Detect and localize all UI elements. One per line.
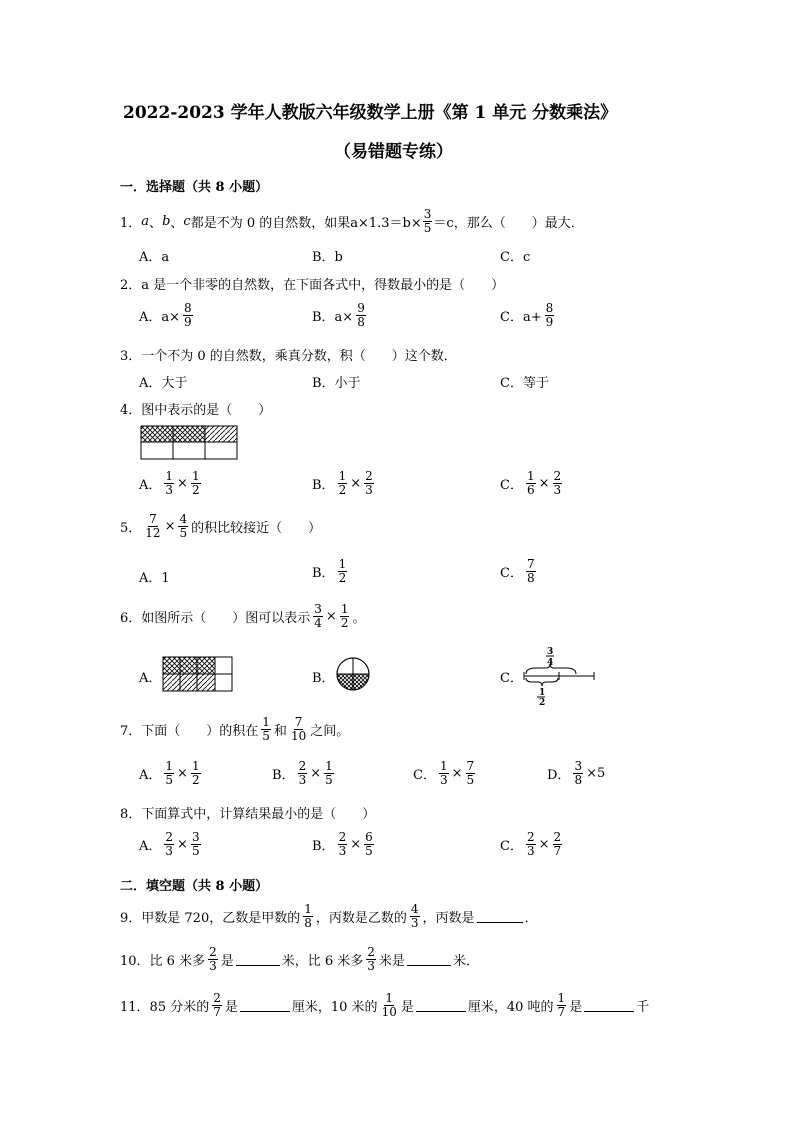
question-5: 5． $\frac{7}{12}$ × $\frac{4}{5}$ 的积比较接近（ ） <box>120 512 322 540</box>
question-2: 2．a 是一个非零的自然数，在下面各式中，得数最小的是（ ） <box>120 278 505 293</box>
q6-option-a-label: A． <box>139 671 162 686</box>
question-7: 7．下面（ ）的积在 $\frac{1}{5}$ 和 $\frac{7}{10}$ 之间。 <box>120 715 350 743</box>
q11-answer-blank-1[interactable] <box>240 999 290 1012</box>
q2-option-c: C．a+ $\frac{8}{9}$ <box>500 301 554 329</box>
q6-c-top-denominator: 4 <box>547 658 554 668</box>
page-title: 2022-2023 学年人教版六年级数学上册《第 1 单元 分数乘法》 <box>123 103 618 123</box>
q1-var-a: a <box>141 214 150 229</box>
q6-c-bottom-numerator: 1 <box>539 688 546 698</box>
question-10: 10．比 6 米多 $\frac{2}{3}$ 是 米，比 6 米多 $\frac{2}{3}$ 米是 米． <box>120 945 479 973</box>
q3-option-b: B．小于 <box>312 376 361 391</box>
q5-option-a: A．1 <box>139 571 170 586</box>
question-3: 3．一个不为 0 的自然数，乘真分数，积（ ）这个数． <box>120 349 457 364</box>
q8-option-c: C． $\frac{2}{3}$ × $\frac{2}{7}$ <box>500 830 562 858</box>
q9-answer-blank[interactable] <box>477 910 523 923</box>
question-4: 4．图中表示的是（ ） <box>120 403 272 418</box>
question-9: 9．甲数是 720，乙数是甲数的 $\frac{1}{8}$ ，丙数是乙数的 $\frac{4}{3}$ ，丙数是 ． <box>120 902 538 930</box>
question-1 <box>120 208 584 235</box>
q4-figure <box>140 425 238 460</box>
q1-option-c: C．c <box>500 250 531 265</box>
q11-answer-blank-2[interactable] <box>416 999 466 1012</box>
q8-option-a: A． $\frac{2}{3}$ × $\frac{3}{5}$ <box>139 830 200 858</box>
q10-answer-blank-1[interactable] <box>236 953 280 966</box>
q1-var-c: c <box>183 214 191 229</box>
q1-num: 1． <box>120 216 142 231</box>
q1-var-b: b <box>162 214 171 229</box>
q7-option-b: B． $\frac{2}{3}$ × $\frac{1}{5}$ <box>272 759 333 787</box>
q7-option-c: C． $\frac{1}{3}$ × $\frac{7}{5}$ <box>413 759 475 787</box>
q7-option-d: D． $\frac{3}{8}$ ×5 <box>547 759 606 787</box>
q4-option-a: A． $\frac{1}{3}$ × $\frac{1}{2}$ <box>139 469 200 497</box>
q2-option-b: B．a× $\frac{9}{8}$ <box>312 301 365 329</box>
q6-figure-b <box>335 656 371 692</box>
q1-expr-tail: ＝c，那么（ ）最大． <box>433 216 584 231</box>
q6-figure-a <box>162 656 234 692</box>
q6-figure-c <box>522 644 598 706</box>
q1-option-b: B．b <box>312 250 343 265</box>
q7-option-a: A． $\frac{1}{5}$ × $\frac{1}{2}$ <box>139 759 200 787</box>
q1-sep: 、 <box>170 216 184 231</box>
question-11: 11．85 分米的 $\frac{2}{7}$ 是 厘米，10 米的 $\frac{1}{10}$ 是 厘米，40 吨的 $\frac{1}{7}$ 是 千 <box>120 991 650 1019</box>
q4-option-c: C． $\frac{1}{6}$ × $\frac{2}{3}$ <box>500 469 562 497</box>
q1-fraction: $\frac{3}{5}$ <box>423 207 432 235</box>
q6-option-b-label: B． <box>312 671 335 686</box>
page-subtitle: （易错题专练） <box>334 142 453 162</box>
q4-option-b: B． $\frac{1}{2}$ × $\frac{2}{3}$ <box>312 469 373 497</box>
q6-option-c-label: C． <box>500 671 523 686</box>
q3-option-c: C．等于 <box>500 376 549 391</box>
q10-answer-blank-2[interactable] <box>407 953 451 966</box>
question-8: 8．下面算式中，计算结果最小的是（ ） <box>120 807 376 822</box>
q1-option-a: A．a <box>139 250 170 265</box>
q3-option-a: A．大于 <box>139 376 188 391</box>
q6-c-bottom-denominator: 2 <box>539 698 546 706</box>
q11-answer-blank-3[interactable] <box>584 999 634 1012</box>
q2-option-a: A．a× $\frac{8}{9}$ <box>139 301 192 329</box>
section-heading-choice: 一．选择题（共 8 小题） <box>120 180 269 195</box>
q1-sep: 、 <box>149 216 163 231</box>
section-heading-fill: 二．填空题（共 8 小题） <box>120 879 269 894</box>
q1-text: 都是不为 0 的自然数，如果 <box>190 216 351 231</box>
q1-expr: a×1.3＝b× <box>350 216 422 231</box>
question-6: 6．如图所示（ ）图可以表示 $\frac{3}{4}$ × $\frac{1}{2}$ 。 <box>120 602 366 630</box>
q6-c-top-numerator: 3 <box>547 647 554 657</box>
q5-option-c: C． $\frac{7}{8}$ <box>500 557 535 585</box>
q5-option-b: B． $\frac{1}{2}$ <box>312 557 347 585</box>
q8-option-b: B． $\frac{2}{3}$ × $\frac{6}{5}$ <box>312 830 373 858</box>
